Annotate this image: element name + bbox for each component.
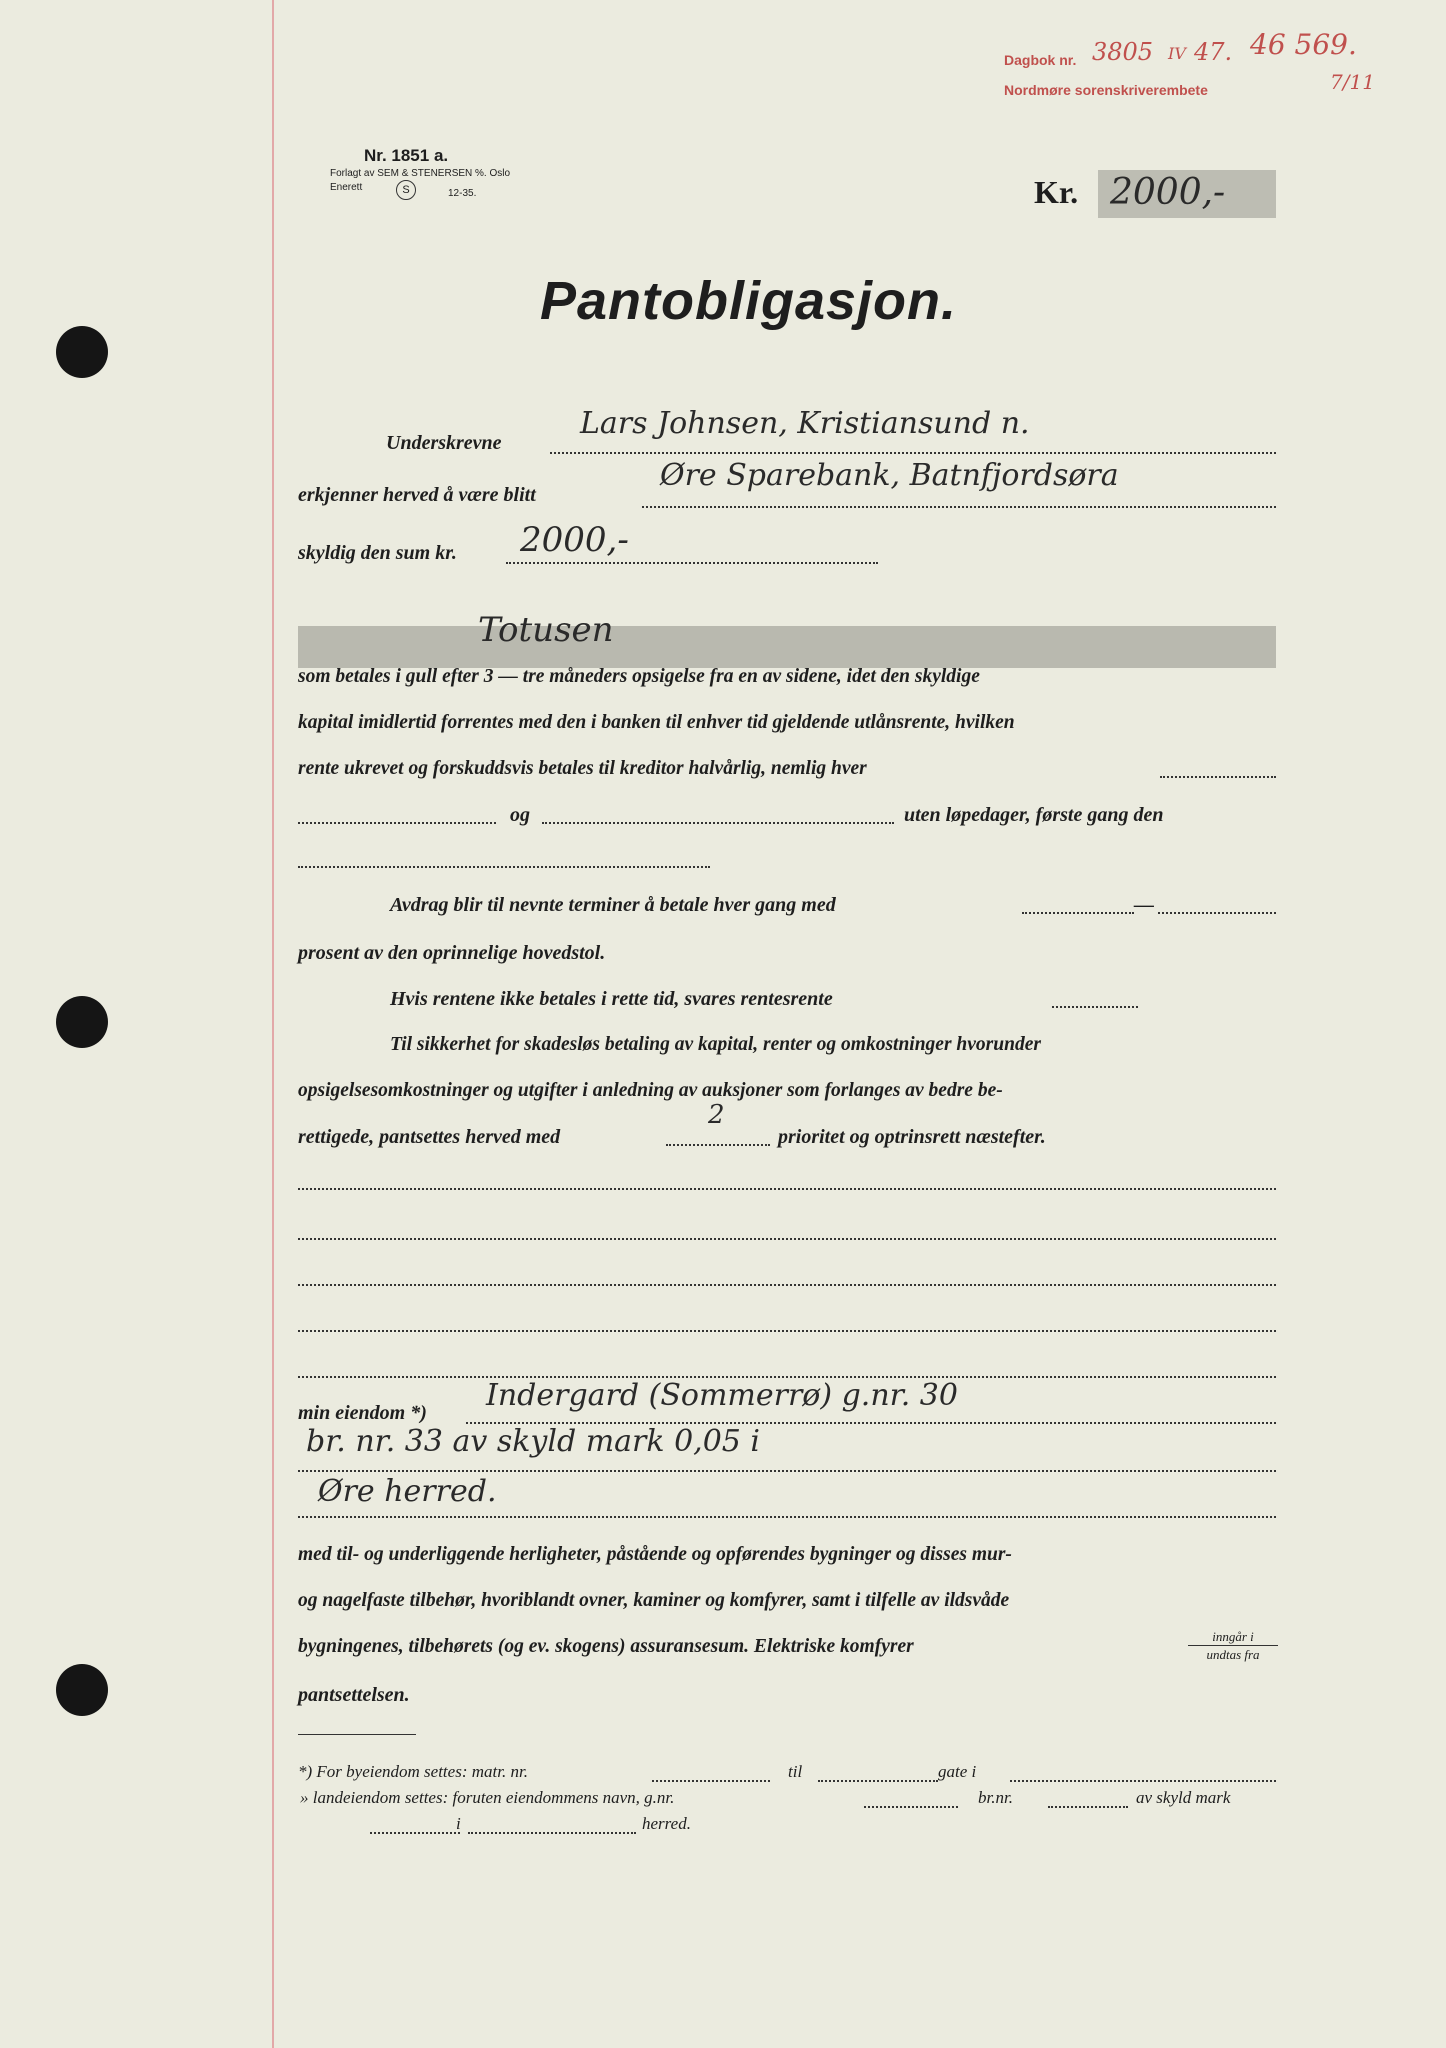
security-line-2: opsigelsesomkostninger og utgifter i anledning av auksjoner som forlanges av bedre be-: [298, 1080, 1003, 1101]
blank-line-3: [298, 1284, 1276, 1286]
security-line-1: Til sikkerhet for skadesløs betaling av kapital, renter og omkostninger hvorunder: [390, 1034, 1041, 1055]
undersigned-line: [550, 452, 1276, 454]
property-underline-2: [298, 1470, 1276, 1472]
footnote-line-1-a: *) For byeiendom settes: matr. nr.: [298, 1762, 528, 1781]
creditor-line: [642, 506, 1276, 508]
form-publisher: Forlagt av SEM & STENERSEN %. Oslo: [330, 168, 511, 179]
blank-line-2: [298, 1238, 1276, 1240]
footnote-dots-6: [370, 1832, 460, 1834]
avdrag-dash: —: [1134, 894, 1154, 916]
stamp-dagbok-number: 3805: [1092, 38, 1154, 66]
body-line-2: kapital imidlertid forrentes med den i banken til enhver tid gjeldende utlånsrente, hvilken: [298, 712, 1015, 733]
undersigned-label: Underskrevne: [386, 432, 502, 454]
stamp-dagbok-label: Dagbok nr.: [1004, 52, 1077, 68]
creditor-value: Øre Sparebank, Batnfjordsøra: [660, 458, 1119, 493]
margin-line: [272, 0, 274, 2048]
punch-hole-middle: [56, 996, 108, 1048]
footnote-dots-4: [864, 1806, 958, 1808]
closing-line-1: med til- og underliggende herligheter, påstående og opførendes bygninger og disses mur-: [298, 1544, 1012, 1565]
footnote-line-1-c: gate i: [938, 1762, 977, 1781]
footnote-line-2-b: br.nr.: [978, 1788, 1013, 1807]
property-label: min eiendom *): [298, 1402, 427, 1424]
stamp-date: 7/11: [1330, 70, 1375, 94]
closing-line-2: og nagelfaste tilbehør, hvoriblandt ovner, kaminer og komfyrer, samt i tilfelle av ildsvåde: [298, 1590, 1010, 1611]
property-line-1: Indergard (Sommerrø) g.nr. 30: [486, 1378, 958, 1413]
sum-words-band: [298, 626, 1276, 668]
publisher-logo-icon: S: [396, 180, 416, 200]
body-line-4-end: uten løpedager, første gang den: [904, 804, 1164, 826]
amount-value: 2000,-: [1110, 172, 1226, 213]
amount-label: Kr.: [1034, 174, 1079, 210]
prosent-text: prosent av den oprinnelige hovedstol.: [298, 942, 606, 964]
body-line-1: som betales i gull efter 3 — tre måneders opsigelse fra en av sidene, idet den skyldige: [298, 666, 980, 687]
form-edition: 12-35.: [448, 188, 477, 199]
undersigned-value: Lars Johnsen, Kristiansund n.: [580, 406, 1030, 441]
footnote-line-1-b: til: [788, 1762, 803, 1781]
security-line-3-end: prioritet og optrinsrett næstefter.: [778, 1126, 1046, 1148]
stamp-office: Nordmøre sorenskriverembete: [1004, 82, 1208, 98]
first-date-line: [298, 866, 710, 868]
punch-hole-top: [56, 326, 108, 378]
blank-line-4: [298, 1330, 1276, 1332]
document-title: Pantobligasjon.: [540, 271, 958, 331]
footnote-dots-7: [468, 1832, 636, 1834]
avdrag-line-1: [1022, 912, 1134, 914]
komfyrer-choice-bottom: undtas fra: [1206, 1647, 1260, 1662]
creditor-label: erkjenner herved å være blitt: [298, 484, 536, 506]
priority-value: 2: [708, 1100, 725, 1130]
property-underline-3: [298, 1516, 1276, 1518]
footnote-line-2-c: av skyld mark: [1136, 1788, 1231, 1807]
blank-line-1: [298, 1188, 1276, 1190]
komfyrer-choice: [1188, 1628, 1278, 1663]
property-line-2: br. nr. 33 av skyld mark 0,05 i: [306, 1424, 761, 1459]
form-rights: Enerett: [330, 182, 363, 193]
footnote-dots-1: [652, 1780, 770, 1782]
avdrag-text: Avdrag blir til nevnte terminer å betale hver gang med: [390, 894, 836, 916]
rentesrente-line: [1052, 1006, 1138, 1008]
hvis-text: Hvis rentene ikke betales i rette tid, svares rentesrente: [390, 988, 833, 1010]
footnote-line-3-b: herred.: [642, 1814, 691, 1833]
footnote-line-2-a: » landeiendom settes: foruten eiendommens navn, g.nr.: [300, 1788, 675, 1807]
komfyrer-choice-top: inngår i: [1188, 1628, 1278, 1646]
body-line-4-og: og: [510, 804, 530, 826]
term-line-2: [298, 822, 496, 824]
sum-words: Totusen: [478, 610, 614, 650]
security-line-3-start: rettigede, pantsettes herved med: [298, 1126, 561, 1148]
priority-line: [666, 1144, 770, 1146]
footnote-rule: [298, 1734, 416, 1735]
term-line-1: [1160, 776, 1276, 778]
sum-value: 2000,-: [520, 520, 629, 560]
punch-hole-bottom: [56, 1664, 108, 1716]
stamp-year-roman: IV: [1168, 44, 1186, 63]
avdrag-line-2: [1158, 912, 1276, 914]
stamp-year: 47.: [1194, 38, 1233, 66]
closing-line-3: bygningenes, tilbehørets (og ev. skogens) assuransesum. Elektriske komfyrer: [298, 1636, 914, 1657]
footnote-dots-5: [1048, 1806, 1128, 1808]
form-number: Nr. 1851 a.: [364, 146, 449, 165]
sum-line: [506, 562, 878, 564]
footnote-line-3-a: i: [456, 1814, 461, 1833]
stamp-folio: 46 569.: [1250, 28, 1357, 61]
sum-label: skyldig den sum kr.: [298, 542, 457, 564]
property-line-3: Øre herred.: [318, 1474, 497, 1509]
footnote-dots-3: [1010, 1780, 1276, 1782]
body-line-3: rente ukrevet og forskuddsvis betales til kreditor halvårlig, nemlig hver: [298, 758, 867, 779]
term-line-3: [542, 822, 894, 824]
footnote-dots-2: [818, 1780, 938, 1782]
closing-line-4: pantsettelsen.: [298, 1684, 410, 1706]
